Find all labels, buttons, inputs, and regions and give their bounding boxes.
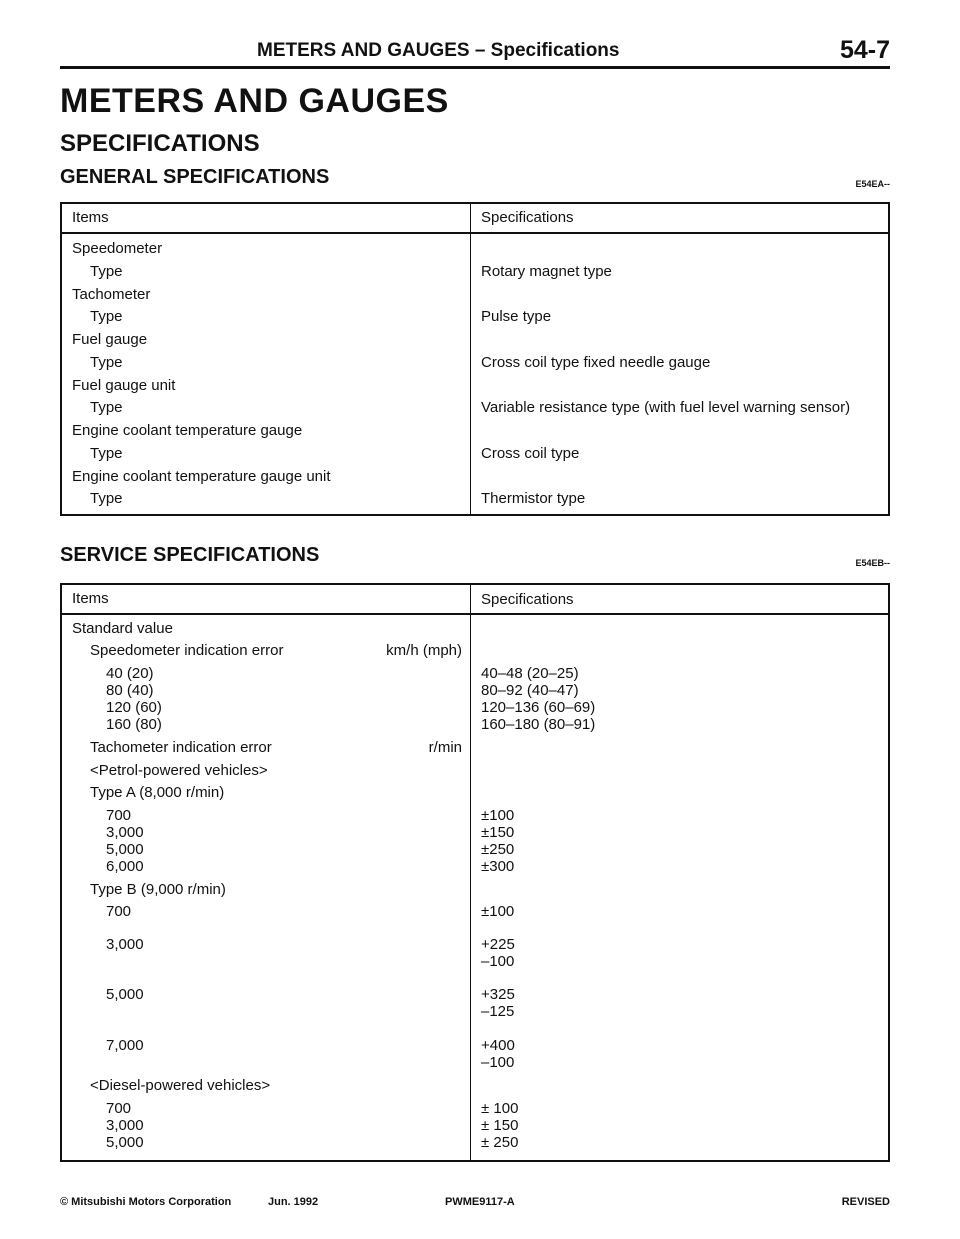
section-title: SPECIFICATIONS <box>60 130 260 157</box>
item-label: Type <box>90 354 123 371</box>
item-label: Speedometer indication error <box>90 642 284 659</box>
general-specs-code: E54EA-- <box>855 179 890 189</box>
item-label: Type B (9,000 r/min) <box>90 881 226 898</box>
item-label: 700 <box>106 1100 132 1117</box>
spec-value: ±250 <box>481 841 515 858</box>
item-label: Type <box>90 308 123 325</box>
header-row-divider <box>62 232 888 234</box>
spec-value: –125 <box>481 1003 515 1020</box>
item-label: Type <box>90 399 123 416</box>
spec-value: ±100 <box>481 903 515 920</box>
spec-value: ±150 <box>481 824 515 841</box>
item-label: 40 (20) <box>106 665 154 682</box>
page-title: METERS AND GAUGES <box>60 82 449 120</box>
spec-value: ± 150 <box>481 1117 519 1134</box>
item-label: 160 (80) <box>106 716 162 733</box>
spec-value: Thermistor type <box>481 490 586 507</box>
item-unit: km/h (mph) <box>386 642 462 659</box>
item-label: 7,000 <box>106 1037 144 1054</box>
spec-value: ± 100 <box>481 1100 519 1117</box>
item-label: Standard value <box>72 620 173 637</box>
general-specs-heading: GENERAL SPECIFICATIONS <box>60 166 330 188</box>
spec-value: –100 <box>481 1054 515 1071</box>
item-label: 3,000 <box>106 824 144 841</box>
spec-value: Variable resistance type (with fuel level warning sensor) <box>481 399 851 416</box>
footer-date: Jun. 1992 <box>268 1196 319 1208</box>
item-label: 5,000 <box>106 986 144 1003</box>
spec-value: 40–48 (20–25) <box>481 665 579 682</box>
item-label: Fuel gauge unit <box>72 377 176 394</box>
item-label: 6,000 <box>106 858 144 875</box>
item-label: 3,000 <box>106 1117 144 1134</box>
item-label: Type <box>90 490 123 507</box>
item-label: Speedometer <box>72 240 163 257</box>
spec-value: 120–136 (60–69) <box>481 699 596 716</box>
item-label: Tachometer indication error <box>90 739 272 756</box>
column-divider <box>470 204 471 514</box>
item-label: <Diesel-powered vehicles> <box>90 1077 271 1094</box>
spec-value: –100 <box>481 953 515 970</box>
item-unit: r/min <box>428 739 462 756</box>
spec-value: Cross coil type <box>481 445 580 462</box>
header-rule <box>60 66 890 69</box>
item-label: Type <box>90 263 123 280</box>
item-label: 700 <box>106 807 132 824</box>
header-row-divider <box>62 613 888 615</box>
item-label: Type A (8,000 r/min) <box>90 784 225 801</box>
running-header-title: METERS AND GAUGES – Specifications <box>257 40 620 61</box>
column-header-items: Items <box>72 209 109 226</box>
spec-value: ± 250 <box>481 1134 519 1151</box>
spec-value: +225 <box>481 936 515 953</box>
item-label: Fuel gauge <box>72 331 148 348</box>
footer-revision-status: REVISED <box>841 1196 890 1208</box>
footer-copyright: © Mitsubishi Motors Corporation <box>60 1196 232 1208</box>
spec-value: ±100 <box>481 807 515 824</box>
item-label: 80 (40) <box>106 682 154 699</box>
item-label: 120 (60) <box>106 699 162 716</box>
page-number: 54-7 <box>839 36 890 64</box>
spec-value: Rotary magnet type <box>481 263 612 280</box>
spec-value: 160–180 (80–91) <box>481 716 596 733</box>
item-label: Engine coolant temperature gauge <box>72 422 303 439</box>
item-label: Type <box>90 445 123 462</box>
footer-document-code: PWME9117-A <box>445 1196 515 1208</box>
column-header-specifications: Specifications <box>481 591 574 608</box>
service-specs-table <box>60 583 890 1162</box>
item-label: 5,000 <box>106 841 144 858</box>
item-label: Tachometer <box>72 286 151 303</box>
item-label: 3,000 <box>106 936 144 953</box>
spec-value: Cross coil type fixed needle gauge <box>481 354 711 371</box>
spec-value: ±300 <box>481 858 515 875</box>
column-header-items: Items <box>72 590 109 607</box>
service-specs-heading: SERVICE SPECIFICATIONS <box>60 544 320 566</box>
item-label: <Petrol-powered vehicles> <box>90 762 268 779</box>
spec-value: Pulse type <box>481 308 552 325</box>
item-label: Engine coolant temperature gauge unit <box>72 468 331 485</box>
spec-value: 80–92 (40–47) <box>481 682 579 699</box>
spec-value: +325 <box>481 986 515 1003</box>
service-specs-code: E54EB-- <box>855 558 890 568</box>
column-divider <box>470 585 471 1160</box>
item-label: 700 <box>106 903 132 920</box>
item-label: 5,000 <box>106 1134 144 1151</box>
general-specs-table <box>60 202 890 516</box>
spec-value: +400 <box>481 1037 515 1054</box>
column-header-specifications: Specifications <box>481 209 574 226</box>
